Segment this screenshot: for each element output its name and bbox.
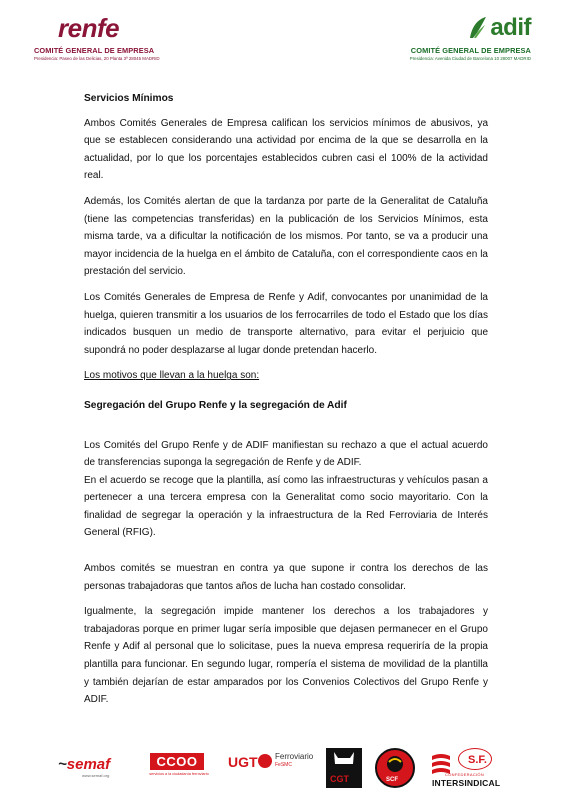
ccoo-logo: CCOO: [150, 753, 204, 770]
ugt-ferroviario: Ferroviario: [275, 752, 314, 761]
section-title-segregacion: Segregación del Grupo Renfe y la segregación de Adif: [84, 399, 347, 411]
renfe-committee-title: COMITÉ GENERAL DE EMPRESA: [34, 46, 155, 55]
adif-address: Presidencia: Avenida Ciudad de Barcelona 10 28007 MADRID: [409, 56, 531, 61]
section-title-servicios-minimos: Servicios Mínimos: [84, 93, 174, 104]
document-body: [84, 90, 488, 717]
adif-brand: [381, 14, 531, 61]
adif-leaf-icon: [468, 16, 488, 40]
scf-text: SCF: [386, 777, 398, 783]
renfe-brand: [34, 14, 264, 61]
adif-committee-title: COMITÉ GENERAL DE EMPRESA: [410, 46, 531, 55]
union-logos-footer: [0, 742, 565, 792]
paragraph-3: Los Comités Generales de Empresa de Renfe y Adif, convocantes por unanimidad de la huelga, quieren transmitir a los usuarios de los ferrocarriles de todo el Estado que los días indicados busquen un medio de transporte alternativo, para evitar el perjuicio que supondrá no poder desplazarse al lugar donde pretendan hacerlo.: [84, 291, 488, 356]
paragraph-2: Además, los Comités alertan de que la tardanza por parte de la Generalitat de Cataluña (tiene las competencias transferidas) en la publicación de los Servicios Mínimos, esta misma tarde, va a dificultar la notificación de los mismos. Por tanto, se va a producir una mayor incidencia de la huelga en el ámbito de Cataluña, con el correspondiente caos en la prestación del servicio.: [84, 195, 488, 278]
ugt-circle-icon: [258, 754, 272, 768]
adif-logo: [381, 14, 531, 42]
ugt-fesmc: FeSMC: [275, 762, 292, 768]
ccoo-subtitle: servicios a la ciudadanía ferroviario: [149, 772, 209, 776]
letterhead: [0, 14, 565, 74]
paragraph-1: Ambos Comités Generales de Empresa califican los servicios mínimos de abusivos, ya que se establecen considerando una actividad por encima de la que se desarrolla en la actualidad, por lo que los porcentajes establecidos cubren casi el 100% de la actividad real.: [84, 117, 488, 182]
spacer: [84, 550, 488, 560]
adif-logo-text: adif: [490, 14, 531, 41]
semaf-url: www.semaf.org: [82, 773, 110, 778]
cgt-text: CGT: [330, 774, 349, 784]
cgt-cat-icon: [326, 748, 362, 774]
renfe-address: Presidencia: Paseo de las Delicias, 20 Planta 3ª 28045 MADRID: [34, 56, 160, 61]
paragraph-5: En el acuerdo se recoge que la plantilla, así como las infraestructuras y vehículos pasan a pertenecer a una tercera empresa con la Generalitat como socio mayoritario. Con la finalidad de segregar la operación y la infraestructura de la Red Ferroviaria de Interés General (RFIG).: [84, 474, 488, 539]
intersindical-name: INTERSINDICAL: [432, 778, 501, 788]
motivos-heading: Los motivos que llevan a la huelga son:: [84, 370, 260, 382]
semaf-logo: ~semaf: [58, 756, 111, 773]
paragraph-7: Igualmente, la segregación impide mantener los derechos a los trabajadores y trabajadoras porque en primer lugar sería imposible que dejasen permanecer en el Grupo Renfe y Adif al personal que lo solicitase, pues la nueva empresa requeriría de la propia plantilla para funcionar. En segundo lugar, rompería el sistema de movilidad de la plantilla y también dejarían de estar amparados por los Convenios Colectivos del Grupo Renfe y ADIF.: [84, 606, 488, 706]
intersindical-confederacion: CONFEDERACIÓN: [445, 772, 485, 777]
renfe-logo: renfe: [58, 13, 120, 43]
paragraph-6: Ambos comités se muestran en contra ya que supone ir contra los derechos de las personas trabajadoras que tantos años de lucha han costado consolidar.: [84, 563, 488, 592]
ugt-logo: UGT: [228, 754, 258, 770]
paragraph-4: Los Comités del Grupo Renfe y de ADIF manifiestan su rechazo a que el actual acuerdo de transferencias suponga la segregación de Renfe y de ADIF.: [84, 439, 488, 469]
sf-text: S.F.: [468, 754, 487, 766]
